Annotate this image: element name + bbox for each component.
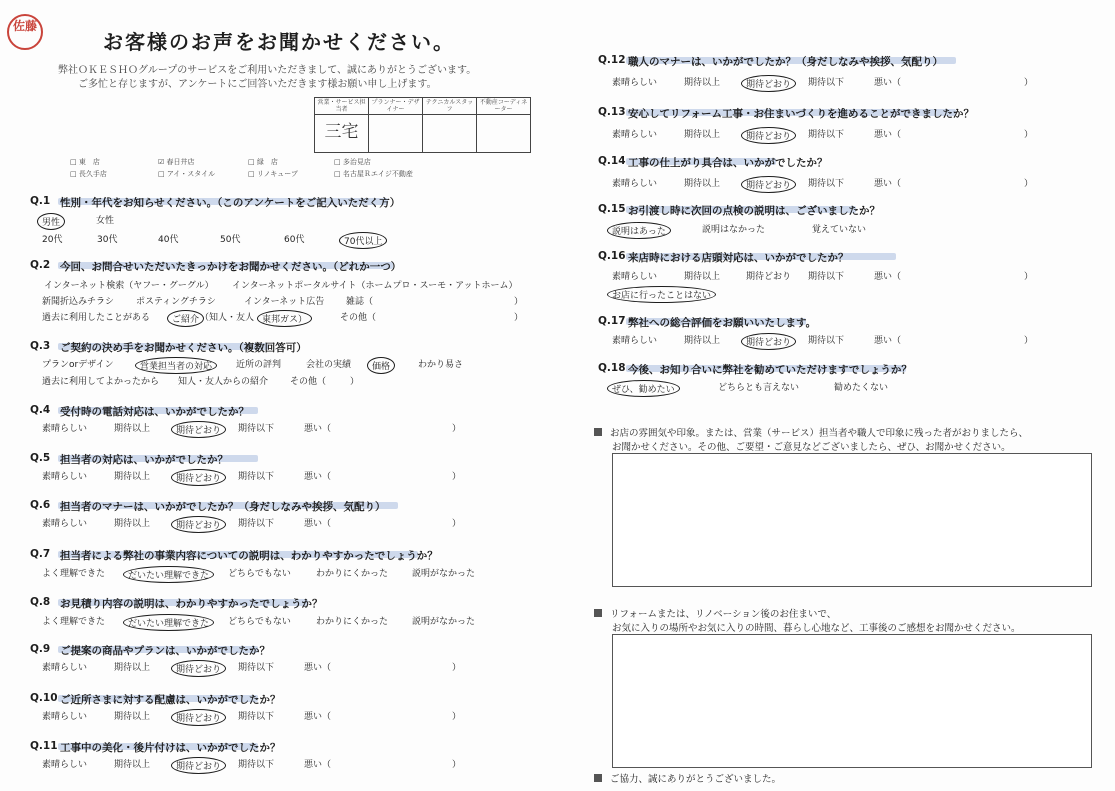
answer-option[interactable]: 覚えていない: [812, 225, 867, 235]
question-text: お引渡し時に次回の点検の説明は、ございましたか？: [628, 205, 880, 217]
question-text: 来店時における店頭対応は、いかがでしたか？: [628, 252, 849, 264]
question-label: Q.13: [598, 106, 626, 118]
answer-option[interactable]: 期待以上: [684, 179, 721, 189]
question-text: 担当者のマナーは、いかがでしたか？（身だしなみや挨拶、気配り）: [60, 501, 386, 513]
question-text: ご契約の決め手をお聞かせください。（複数回答可）: [60, 342, 307, 354]
question-label: Q.16: [598, 250, 626, 262]
answer-option[interactable]: 説明がなかった: [412, 569, 476, 579]
answer-option[interactable]: 期待以下: [238, 472, 275, 482]
answer-option[interactable]: 期待以下: [808, 272, 845, 282]
selected-option[interactable]: 価格: [367, 357, 395, 374]
question-label: Q.17: [598, 315, 626, 327]
question-text: 今回、お問合せいただいたきっかけをお聞かせください。（どれか一つ）: [60, 261, 402, 273]
question-text: 工事の仕上がり具合は、いかがでしたか？: [628, 157, 828, 169]
answer-option[interactable]: 悪い（: [304, 424, 332, 434]
answer-option[interactable]: 悪い（: [304, 760, 332, 770]
answer-option[interactable]: インターネット広告: [244, 297, 325, 307]
question-label: Q.14: [598, 155, 626, 167]
note-text: ご協力、誠にありがとうございました。: [594, 771, 781, 785]
shop-checkbox[interactable]: □ リノキューブ: [248, 170, 298, 178]
answer-option[interactable]: 悪い（: [304, 712, 332, 722]
shop-list-row-2: [70, 169, 454, 179]
selected-option[interactable]: 期待どおり: [171, 757, 226, 774]
intro-text-1: 弊社ＯＫＥＳＨＯグループのサービスをご利用いただきまして、誠にありがとうございます。: [58, 65, 477, 76]
staff-value[interactable]: [477, 115, 531, 153]
question-label: Q.6: [30, 499, 51, 511]
answer-option: ）: [1024, 179, 1034, 189]
answer-option[interactable]: 期待以下: [808, 336, 845, 346]
answer-option[interactable]: 期待以上: [114, 424, 151, 434]
selected-option[interactable]: 期待どおり: [741, 176, 796, 193]
staff-value[interactable]: 三宅: [315, 115, 369, 153]
answer-option[interactable]: 期待以下: [808, 130, 845, 140]
answer-option[interactable]: 悪い（: [304, 519, 332, 529]
selected-option[interactable]: ご紹介: [167, 310, 204, 327]
answer-option[interactable]: 期待以上: [684, 78, 721, 88]
staff-header: テクニカルスタッフ: [423, 98, 477, 115]
answer-option[interactable]: 悪い（: [304, 663, 332, 673]
question-text: ご近所さまに対する配慮は、いかがでしたか？: [60, 694, 281, 706]
answer-option[interactable]: ポスティングチラシ: [136, 297, 216, 307]
answer-option[interactable]: 過去に利用したことがある: [42, 313, 151, 323]
comment-box-2[interactable]: [612, 634, 1092, 768]
shop-checkbox[interactable]: □ 緑 店: [248, 158, 278, 166]
answer-option[interactable]: 期待以上: [114, 472, 151, 482]
shop-checkbox[interactable]: □ アイ・スタイル: [158, 170, 216, 178]
shop-checkbox[interactable]: □ 名古屋Ｒエイジ不動産: [334, 170, 413, 178]
staff-value[interactable]: [369, 115, 423, 153]
answer-option[interactable]: プランorデザイン: [42, 360, 114, 370]
answer-option[interactable]: 期待どおり: [746, 272, 792, 282]
selected-option[interactable]: だいたい理解できた: [123, 566, 214, 583]
question-text: ご提案の商品やプランは、いかがでしたか？: [60, 645, 270, 657]
answer-option[interactable]: 期待以下: [808, 78, 845, 88]
answer-option[interactable]: 悪い（: [874, 272, 902, 282]
note-text: お聞かせください。その他、ご要望・ご意見などございましたら、ぜひ、お聞かせください。: [612, 442, 1011, 453]
answer-option[interactable]: 会社の実績: [306, 360, 352, 370]
answer-option[interactable]: 20代: [42, 235, 63, 245]
selected-option[interactable]: 東邦ガス）: [257, 310, 312, 327]
bullet-square: [594, 609, 602, 617]
answer-option[interactable]: 説明がなかった: [412, 617, 476, 627]
answer-option: ）: [452, 663, 462, 673]
selected-option[interactable]: 期待どおり: [171, 469, 226, 486]
answer-option[interactable]: ）: [514, 297, 524, 307]
answer-option: ）: [1024, 78, 1034, 88]
page-title: お客様のお声をお聞かせください。: [103, 30, 455, 54]
question-label: Q.11: [30, 740, 58, 752]
staff-header: 営業・サービス担当者: [315, 98, 369, 115]
answer-option[interactable]: ）: [514, 313, 524, 323]
answer-option[interactable]: 期待以上: [114, 663, 151, 673]
answer-option[interactable]: 知人・友人からの紹介: [178, 377, 269, 387]
answer-option[interactable]: 悪い（: [874, 78, 902, 88]
selected-option[interactable]: ぜひ、勧めたい: [607, 380, 680, 397]
answer-option[interactable]: 期待以下: [238, 712, 275, 722]
bullet-square: [594, 428, 602, 436]
answer-option[interactable]: 素晴らしい: [42, 519, 88, 529]
answer-option[interactable]: その他（: [340, 313, 377, 323]
question-text: 職人のマナーは、いかがでしたか？（身だしなみや挨拶、気配り）: [628, 56, 943, 68]
comment-box-1[interactable]: [612, 453, 1092, 587]
answer-option[interactable]: 素晴らしい: [42, 472, 88, 482]
answer-option: ）: [1024, 336, 1034, 346]
question-label: Q.15: [598, 203, 626, 215]
selected-option[interactable]: 期待どおり: [171, 709, 226, 726]
answer-option[interactable]: わかり易さ: [418, 360, 464, 370]
answer-option[interactable]: ）: [350, 377, 360, 387]
intro-text-2: ご多忙と存じますが、アンケートにご回答いただきます様お願い申し上げます。: [78, 79, 437, 90]
staff-header: 不動産コーディネーター: [477, 98, 531, 115]
answer-option[interactable]: その他（: [290, 377, 327, 387]
question-label: Q.12: [598, 54, 626, 66]
question-text: 担当者による弊社の事業内容についての説明は、わかりやすかったでしょうか？: [60, 550, 438, 562]
selected-option[interactable]: 男性: [37, 213, 65, 230]
answer-option[interactable]: 素晴らしい: [612, 179, 658, 189]
answer-option[interactable]: 素晴らしい: [612, 272, 658, 282]
selected-option[interactable]: 期待どおり: [171, 516, 226, 533]
answer-option[interactable]: 40代: [158, 235, 179, 245]
question-text: 安心してリフォーム工事・お住まいづくりを進めることができましたか？: [628, 108, 974, 120]
answer-option[interactable]: インターネット検索（ヤフー・グーグル）: [44, 281, 214, 291]
answer-option[interactable]: 悪い（: [874, 336, 902, 346]
selected-option[interactable]: 期待どおり: [171, 421, 226, 438]
answer-option[interactable]: 期待以上: [114, 519, 151, 529]
question-text: 弊社への総合評価をお願いいたします。: [628, 317, 817, 329]
answer-option[interactable]: 素晴らしい: [42, 712, 88, 722]
note-text: お気に入りの場所やお気に入りの時間、暮らし心地など、工事後のご感想をお聞かせください。: [612, 623, 1021, 634]
answer-option: ）: [1024, 272, 1034, 282]
answer-option[interactable]: 期待以上: [114, 760, 151, 770]
answer-option[interactable]: 素晴らしい: [42, 424, 88, 434]
answer-option: ）: [452, 424, 462, 434]
answer-option[interactable]: 悪い（: [874, 130, 902, 140]
question-label: Q.7: [30, 548, 51, 560]
answer-option[interactable]: 雑誌（: [346, 297, 374, 307]
answer-option[interactable]: わかりにくかった: [316, 617, 389, 627]
shop-list-row-1: [70, 157, 454, 167]
answer-option[interactable]: どちらとも言えない: [718, 383, 800, 393]
selected-option[interactable]: 説明はあった: [607, 222, 671, 239]
question-label: Q.9: [30, 643, 51, 655]
question-text: 今後、お知り合いに弊社を勧めていただけますでしょうか？: [628, 364, 912, 376]
answer-option[interactable]: 悪い（: [304, 472, 332, 482]
answer-option[interactable]: 素晴らしい: [42, 663, 88, 673]
answer-option[interactable]: 過去に利用してよかったから: [42, 377, 160, 387]
answer-option[interactable]: よく理解できた: [42, 617, 106, 627]
selected-option[interactable]: お店に行ったことはない: [607, 286, 716, 303]
staff-header: プランナー・デザイナー: [369, 98, 423, 115]
staff-table: [314, 97, 531, 153]
answer-option[interactable]: どちらでもない: [228, 617, 291, 627]
question-label: Q.1: [30, 195, 51, 207]
question-label: Q.2: [30, 259, 51, 271]
answer-option[interactable]: 期待以上: [684, 336, 721, 346]
answer-option[interactable]: （知人・友人: [200, 313, 255, 323]
question-label: Q.4: [30, 404, 51, 416]
note-text: リフォームまたは、リノベーション後のお住まいで、: [594, 606, 836, 620]
shop-checkbox[interactable]: □ 長久手店: [70, 170, 107, 178]
question-label: Q.10: [30, 692, 58, 704]
note-text: お店の雰囲気や印象。または、営業（サービス）担当者や職人で印象に残った者がおりましたら、: [594, 425, 1028, 439]
question-label: Q.3: [30, 340, 51, 352]
answer-option: ）: [1024, 130, 1034, 140]
answer-option[interactable]: 素晴らしい: [612, 78, 658, 88]
answer-option[interactable]: 期待以下: [808, 179, 845, 189]
answer-option[interactable]: インターネットポータルサイト（ホームプロ・スーモ・アットホーム）: [232, 281, 518, 291]
answer-option[interactable]: 新聞折込みチラシ: [42, 297, 115, 307]
answer-option[interactable]: 期待以上: [114, 712, 151, 722]
answer-option[interactable]: 素晴らしい: [42, 760, 88, 770]
answer-option[interactable]: 近所の評判: [236, 360, 282, 370]
answer-option[interactable]: どちらでもない: [228, 569, 291, 579]
answer-option[interactable]: 説明はなかった: [702, 225, 766, 235]
selected-option[interactable]: だいたい理解できた: [123, 614, 214, 631]
selected-option[interactable]: 期待どおり: [741, 333, 796, 350]
answer-option[interactable]: 期待以上: [684, 272, 721, 282]
selected-option[interactable]: 期待どおり: [741, 127, 796, 144]
selected-option[interactable]: 期待どおり: [741, 75, 796, 92]
question-label: Q.8: [30, 596, 51, 608]
selected-option[interactable]: 期待どおり: [171, 660, 226, 677]
question-text: 性別・年代をお知らせください。（このアンケートをご記入いただく方）: [60, 197, 401, 209]
shop-checkbox[interactable]: □ 多治見店: [334, 158, 371, 166]
selected-option[interactable]: 営業担当者の対応: [135, 357, 217, 374]
answer-option[interactable]: 期待以下: [238, 760, 275, 770]
question-text: 担当者の対応は、いかがでしたか？: [60, 454, 228, 466]
answer-option[interactable]: 30代: [97, 235, 118, 245]
answer-option: ）: [452, 519, 462, 529]
shop-checkbox[interactable]: ☑ 春日井店: [158, 158, 195, 166]
staff-seal-stamp: 佐藤: [7, 14, 43, 50]
question-label: Q.18: [598, 362, 626, 374]
answer-option[interactable]: 期待以上: [684, 130, 721, 140]
bullet-square: [594, 774, 602, 782]
answer-option: ）: [452, 760, 462, 770]
answer-option: ）: [452, 712, 462, 722]
selected-option[interactable]: 70代以上: [339, 232, 387, 249]
answer-option[interactable]: 50代: [220, 235, 241, 245]
answer-option[interactable]: わかりにくかった: [316, 569, 389, 579]
question-text: 受付時の電話対応は、いかがでしたか？: [60, 406, 249, 418]
answer-option[interactable]: 勧めたくない: [834, 383, 889, 393]
answer-option[interactable]: 期待以下: [238, 424, 275, 434]
answer-option[interactable]: 女性: [96, 216, 115, 226]
answer-option: ）: [452, 472, 462, 482]
answer-option[interactable]: 60代: [284, 235, 305, 245]
answer-option[interactable]: よく理解できた: [42, 569, 106, 579]
staff-value[interactable]: [423, 115, 477, 153]
question-label: Q.5: [30, 452, 51, 464]
question-text: 工事中の美化・後片付けは、いかがでしたか？: [60, 742, 281, 754]
answer-option[interactable]: 期待以下: [238, 663, 275, 673]
answer-option[interactable]: 素晴らしい: [612, 130, 658, 140]
answer-option[interactable]: 期待以下: [238, 519, 275, 529]
shop-checkbox[interactable]: □ 東 店: [70, 158, 100, 166]
answer-option[interactable]: 素晴らしい: [612, 336, 658, 346]
question-text: お見積り内容の説明は、わかりやすかったでしょうか？: [60, 598, 323, 610]
answer-option[interactable]: 悪い（: [874, 179, 902, 189]
